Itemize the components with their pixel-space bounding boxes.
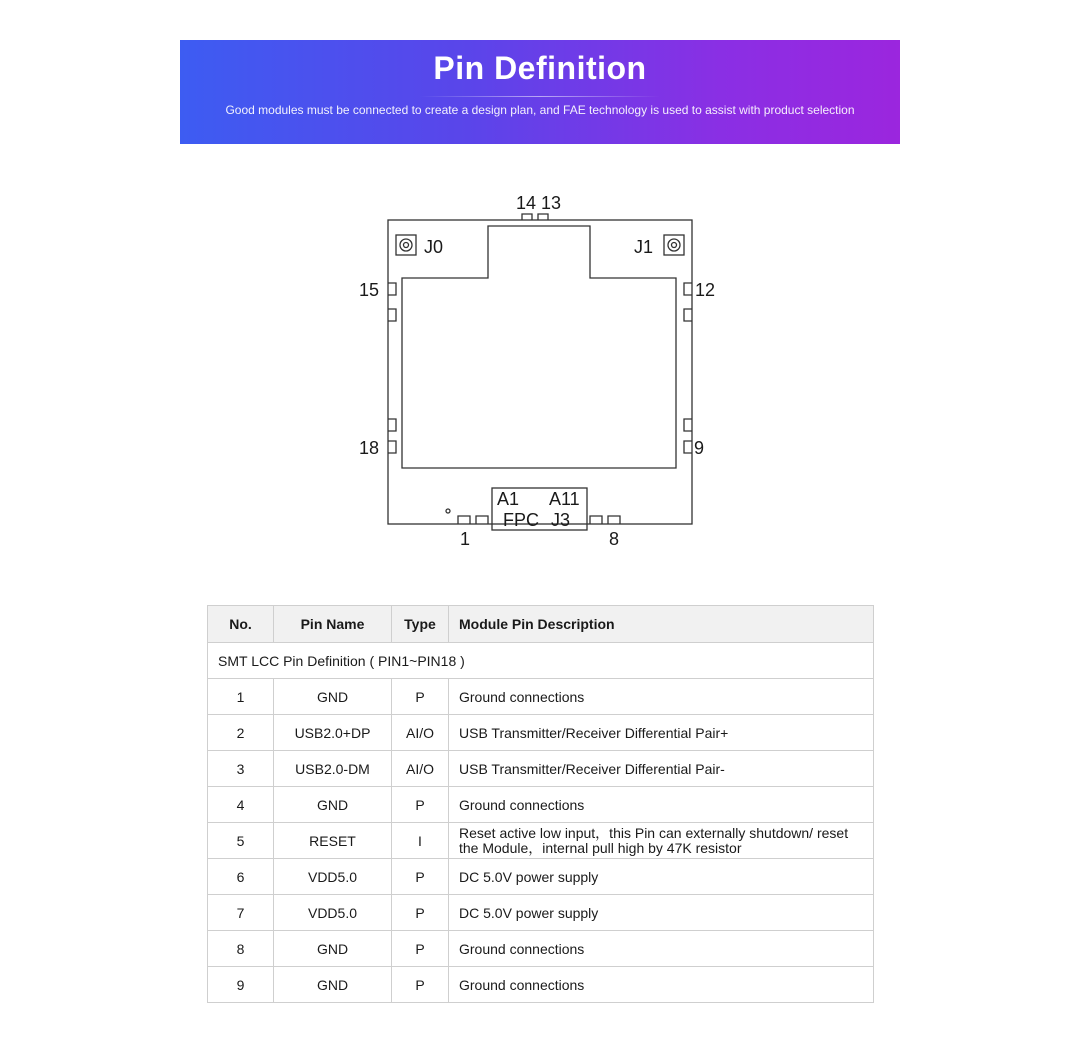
cell-no: 3: [208, 751, 274, 787]
cell-type: I: [392, 823, 449, 859]
cell-type: P: [392, 859, 449, 895]
cell-pin-name: GND: [274, 931, 392, 967]
pin-label-12: 12: [695, 280, 716, 300]
cell-no: 1: [208, 679, 274, 715]
cell-no: 4: [208, 787, 274, 823]
cell-type: AI/O: [392, 715, 449, 751]
table-row: [208, 823, 874, 859]
cell-type: P: [392, 895, 449, 931]
fpc-label-fpc: FPC: [503, 510, 539, 530]
header-description: Module Pin Description: [449, 606, 874, 643]
antenna-j1-icon: [664, 235, 684, 255]
table-row: [208, 931, 874, 967]
module-pin-diagram: [350, 185, 730, 555]
table-row: [208, 787, 874, 823]
table-row: [208, 751, 874, 787]
cell-type: P: [392, 679, 449, 715]
pin-label-8: 8: [609, 529, 620, 549]
cell-pin-name: GND: [274, 787, 392, 823]
cell-pin-name: VDD5.0: [274, 859, 392, 895]
header-type: Type: [392, 606, 449, 643]
pin-label-9: 9: [694, 438, 705, 458]
cell-no: 7: [208, 895, 274, 931]
cell-pin-name: USB2.0-DM: [274, 751, 392, 787]
pin-label-15: 15: [359, 280, 380, 300]
cell-description: USB Transmitter/Receiver Differential Pair-: [449, 751, 874, 787]
cell-description: USB Transmitter/Receiver Differential Pair+: [449, 715, 874, 751]
top-pin-labels: 14 13: [516, 193, 562, 213]
pin-label-1: 1: [460, 529, 471, 549]
cell-type: P: [392, 931, 449, 967]
fpc-label-a1: A1: [497, 489, 520, 509]
table-row: [208, 895, 874, 931]
table-section-row: [208, 643, 874, 679]
fpc-label-j3: J3: [551, 510, 571, 530]
table-header-row: [208, 606, 874, 643]
cell-no: 6: [208, 859, 274, 895]
cell-pin-name: GND: [274, 679, 392, 715]
cell-pin-name: USB2.0+DP: [274, 715, 392, 751]
label-j1: J1: [634, 237, 654, 257]
cell-description: DC 5.0V power supply: [449, 859, 874, 895]
section-label: SMT LCC Pin Definition ( PIN1~PIN18 ): [208, 643, 874, 679]
cell-pin-name: VDD5.0: [274, 895, 392, 931]
pin1-marker: [446, 509, 450, 513]
cell-description: Ground connections: [449, 931, 874, 967]
cell-type: P: [392, 787, 449, 823]
cell-description: Ground connections: [449, 679, 874, 715]
page-banner: [180, 40, 900, 144]
table-row: [208, 679, 874, 715]
cell-description: Ground connections: [449, 967, 874, 1003]
cell-type: P: [392, 967, 449, 1003]
cell-no: 2: [208, 715, 274, 751]
table-row: [208, 715, 874, 751]
page-title: Pin Definition: [433, 50, 647, 86]
cell-no: 9: [208, 967, 274, 1003]
pin-definition-table: [207, 605, 874, 1003]
fpc-label-a11: A11: [549, 489, 580, 509]
cell-no: 5: [208, 823, 274, 859]
label-j0: J0: [424, 237, 444, 257]
cell-pin-name: GND: [274, 967, 392, 1003]
cell-no: 8: [208, 931, 274, 967]
cell-pin-name: RESET: [274, 823, 392, 859]
cell-description: Ground connections: [449, 787, 874, 823]
cell-description: DC 5.0V power supply: [449, 895, 874, 931]
pin-label-18: 18: [359, 438, 380, 458]
cell-type: AI/O: [392, 751, 449, 787]
page-subtitle: Good modules must be connected to create a design plan, and FAE technology is used to assist with product selection: [225, 103, 855, 117]
banner-divider: [420, 96, 660, 97]
cell-description: Reset active low input，this Pin can externally shutdown/ reset the Module，internal pull high by 47K resistor: [449, 823, 874, 859]
header-no: No.: [208, 606, 274, 643]
table-row: [208, 859, 874, 895]
table-row: [208, 967, 874, 1003]
antenna-j0-icon: [396, 235, 416, 255]
module-outline: [388, 220, 692, 524]
shield-outline: [402, 226, 676, 468]
header-pin-name: Pin Name: [274, 606, 392, 643]
